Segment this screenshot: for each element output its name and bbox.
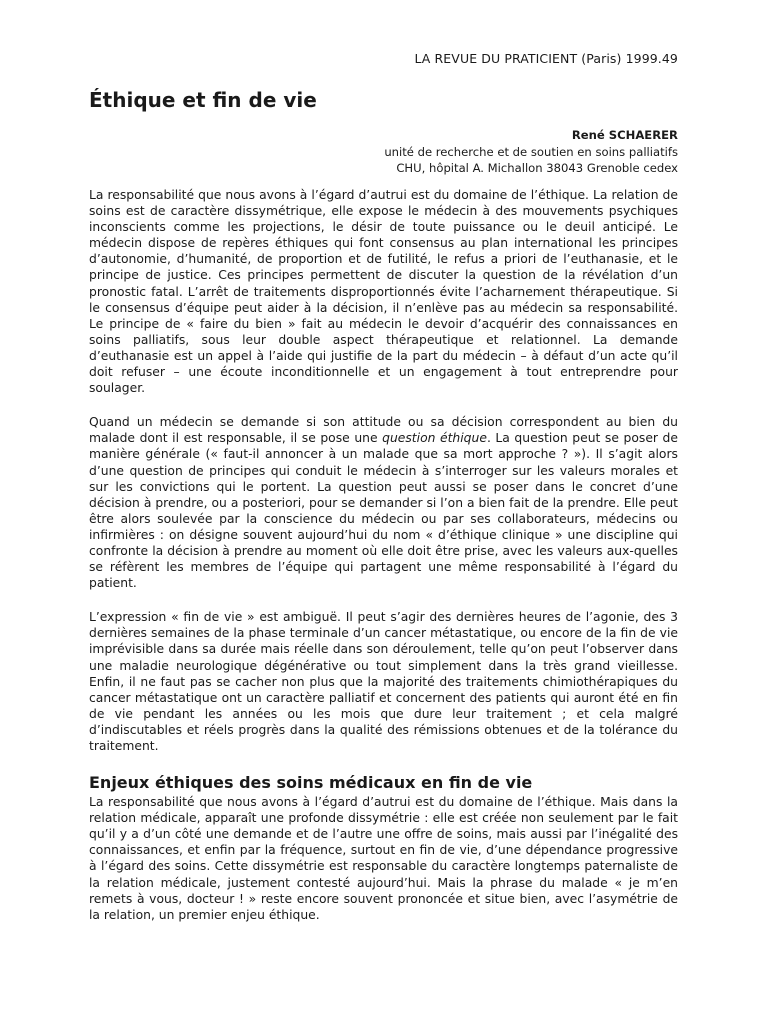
author-address: CHU, hôpital A. Michallon 38043 Grenoble cedex: [396, 161, 678, 175]
paragraph-ethical-question-start: Quand un médecin se demande si son attitude ou sa décision correspondent au bien du malade dont il est responsable, il se pose une: [89, 415, 678, 446]
article-body: [89, 187, 678, 923]
paragraph-ethical-question-end: . La question peut se poser de manière générale (« faut-il annoncer à un malade que sa mort approche ? »). Il s’agit alors d’une question de principes qui conduit le médecin à s’interroger sur les valeurs morales et sur les convictions qui le portent. La question peut aussi se poser dans le concret d’une décision à prendre, ou a posteriori, pour se demander si l’on a bien fait de la prendre. Elle peut être alors soulevée par la conscience du médecin ou par ses collaborateurs, médecins ou infirmières : on désigne souvent aujourd’hui du nom « d’éthique clinique » une discipline qui confronte la décision à prendre au moment où elle doit être prise, avec les valeurs aux-quelles se réfèrent les membres de l’équipe qui partagent une même responsabilité à l’égard du patient.: [89, 431, 678, 591]
article-title: Éthique et fin de vie: [89, 88, 317, 112]
emphasis-question-ethique: question éthique: [382, 431, 487, 446]
paragraph-abstract: La responsabilité que nous avons à l’égard d’autrui est du domaine de l’éthique. La relation de soins est de caractère dissymétrique, elle expose le médecin à des mouvements psychiques inconscients comme les projections, le désir de toute puissance ou le deuil anticipé. Le médecin dispose de repères éthiques qui font consensus au plan international les principes d’autonomie, d’humanité, de proportion et de futilité, le refus a priori de l’euthanasie, et le principe de justice. Ces principes permettent de discuter la question de la révélation d’un pronostic fatal. L’arrêt de traitements disproportionnés évite l’acharnement thérapeutique. Si le consensus d’équipe peut aider à la décision, il n’enlève pas au médecin sa responsabilité. Le principe de « faire du bien » fait au médecin le devoir d’acquérir des connaissances en soins palliatifs, sous leur double aspect thérapeutique et relationnel. La demande d’euthanasie est un appel à l’aide qui justifie de la part du médecin – à défaut d’un acte qu’il doit refuser – une écoute inconditionnelle et un engagement à tout entreprendre pour soulager.: [89, 188, 678, 396]
section-heading: Enjeux éthiques des soins médicaux en fin de vie: [89, 773, 533, 793]
paragraph-end-of-life: L’expression « fin de vie » est ambiguë. Il peut s’agir des dernières heures de l’agonie, des 3 dernières semaines de la phase terminale d’un cancer métastatique, ou encore de la fin de vie imprévisible dans sa durée mais réelle dans son déroulement, telle qu’on peut l’observer dans une maladie neurologique dégénérative ou tout simplement dans la très grand vieillesse. Enfin, il ne faut pas se cacher non plus que la majorité des traitements chimiothérapiques du cancer métastatique ont un caractère palliatif et concernent des patients qui auront été en fin de vie pendant les années ou les mois que dure leur traitement ; et cela malgré d’indiscutables et réels progrès dans la qualité des rémissions obtenues et de la tolérance du traitement.: [89, 610, 678, 753]
author-name: René SCHAERER: [571, 128, 678, 142]
section-paragraph: La responsabilité que nous avons à l’égard d’autrui est du domaine de l’éthique. Mais dans la relation médicale, apparaît une profonde dissymétrie : elle est créée non seulement par le fait qu’il y a d’un côté une demande et de l’autre une offre de soins, mais aussi par l’inégalité des connaissances, et enfin par la fréquence, surtout en fin de vie, d’une dépendance progressive à l’égard des soins. Cette dissymétrie est responsable du caractère longtemps paternaliste de la relation médicale, justement contesté aujourd’hui. Mais la phrase du malade « je m’en remets à vous, docteur ! » reste encore souvent prononcée et situe bien, avec l’asymétrie de la relation, un premier enjeu éthique.: [89, 795, 678, 922]
author-block: [384, 127, 678, 177]
journal-header: LA REVUE DU PRATICIENT (Paris) 1999.49: [414, 51, 678, 66]
paragraph-ethical-question: [89, 414, 678, 591]
author-affiliation: unité de recherche et de soutien en soins palliatifs: [384, 144, 678, 159]
